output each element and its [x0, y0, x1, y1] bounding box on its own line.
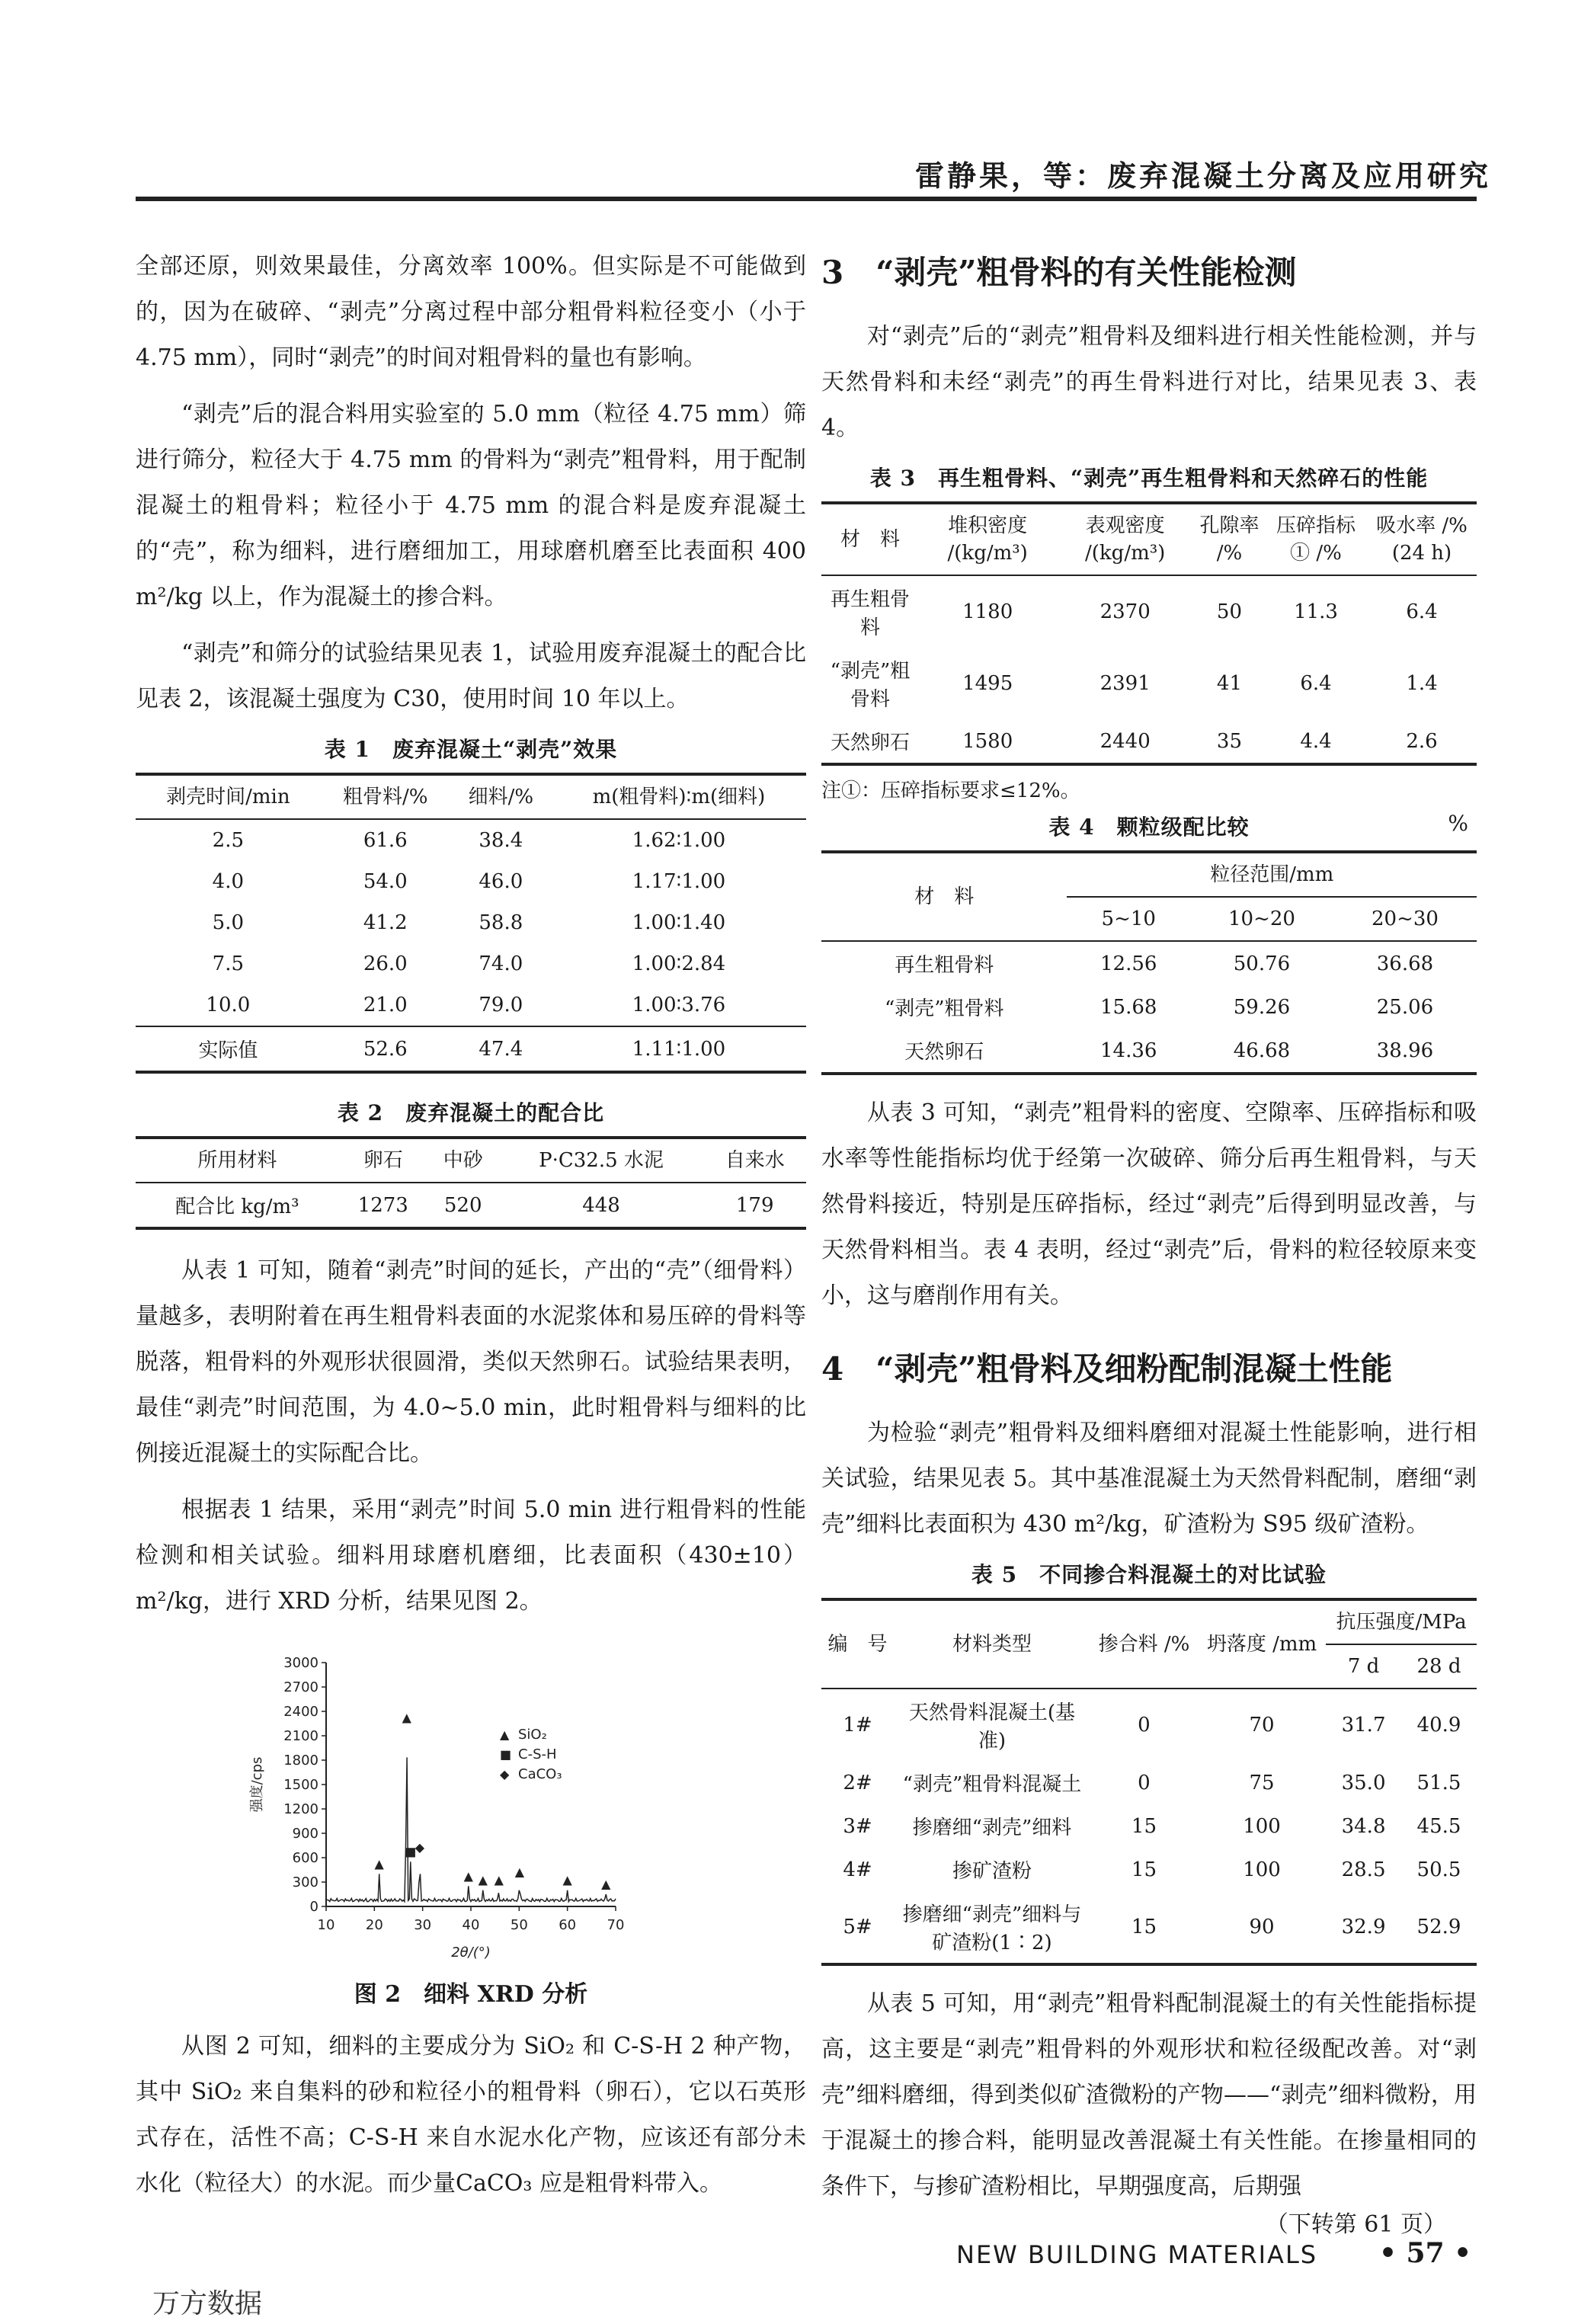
peak-marker: ▲	[601, 1877, 611, 1891]
cell: 掺磨细“剥壳”细料	[912, 1817, 1072, 1839]
y-tick-label: 3000	[283, 1655, 318, 1671]
cell: 21.0	[363, 994, 408, 1016]
chart-legend	[500, 1727, 562, 1782]
table4-unit: %	[1448, 811, 1469, 836]
cell: 实际值	[198, 1039, 258, 1062]
x-axis-label: 2θ/(°)	[451, 1945, 491, 1961]
paragraph: 从表 5 可知，用“剥壳”粗骨料配制混凝土的有关性能指标提高，这主要是“剥壳”粗骨料的外观形状和粒径级配改善。对“剥壳”细料磨细，得到类似矿渣微粉的产物——“剥壳”细料微粉，用于混凝土的掺合料，能明显改善混凝土有关性能。在掺量相同的条件下，与掺矿渣粉相比，早期强度高，后期强	[821, 1990, 1477, 2200]
y-tick-label: 1200	[283, 1801, 318, 1817]
cell: 45.5	[1416, 1814, 1461, 1838]
table-header: 10~20	[1228, 908, 1295, 930]
table2-caption: 表 2 废弃混凝土的配合比	[337, 1100, 605, 1125]
table-row	[136, 984, 806, 1026]
cell: 1495	[962, 672, 1013, 695]
header-rule	[136, 197, 1477, 201]
watermark: 万方数据	[152, 2288, 263, 2319]
section-title: 4 “剥壳”粗骨料及细粉配制混凝土性能	[821, 1350, 1393, 1388]
table3-note: 注①：压碎指标要求≤12%。	[821, 779, 1080, 802]
cell: 1.11∶1.00	[632, 1037, 726, 1061]
table-row	[821, 1761, 1477, 1804]
x-tick-label: 60	[559, 1917, 577, 1933]
paragraph: 全部还原，则效果最佳，分离效率 100%。但实际是不可能做到的，因为在破碎、“剥壳”分离过程中部分粗骨料粒径变小（小于 4.75 mm），同时“剥壳”的时间对粗骨料的量也有影响。	[136, 253, 806, 371]
table-header: 编 号	[827, 1633, 888, 1656]
table-header: 堆积密度 /(kg/m³)	[947, 514, 1028, 565]
cell: 47.4	[479, 1037, 523, 1061]
table-row	[821, 1804, 1477, 1848]
cell: 再生粗骨料	[895, 954, 994, 977]
cell: 36.68	[1376, 952, 1434, 975]
x-tick-label: 10	[317, 1917, 335, 1933]
y-tick-label: 900	[292, 1826, 318, 1842]
table1-caption: 表 1 废弃混凝土“剥壳”效果	[324, 737, 618, 762]
table-row	[136, 819, 806, 861]
cell: 41	[1216, 672, 1242, 695]
cell: 10.0	[206, 994, 251, 1016]
cell: 1180	[962, 600, 1013, 623]
table-row	[821, 1029, 1477, 1074]
table4	[821, 850, 1477, 1075]
legend-symbol: ▲	[500, 1727, 510, 1742]
figure2-caption: 图 2 细料 XRD 分析	[354, 1981, 588, 2008]
cell: 28.5	[1341, 1858, 1386, 1881]
peak-marker: ■	[405, 1844, 417, 1859]
cell: 15	[1131, 1916, 1157, 1938]
table-header: 孔隙率 /%	[1199, 514, 1260, 565]
y-tick-label: 300	[292, 1874, 318, 1890]
peak-marker: ▲	[374, 1856, 384, 1871]
cell: 掺磨细“剥壳”细料与矿渣粉(1∶2)	[902, 1903, 1082, 1954]
cell: 520	[443, 1193, 482, 1217]
paragraph: 从图 2 可知，细料的主要成分为 SiO₂ 和 C-S-H 2 种产物，其中 SiO₂ 来自集料的砂和粒径小的粗骨料（卵石），它以石英形式存在，活性不高；C-S-H 来自水泥水化产物，应该还有部分未水化（粒径大）的水泥。而少量CaCO₃ 应是粗骨料带入。	[136, 2033, 806, 2197]
cell: 15	[1131, 1814, 1157, 1838]
cell: 35	[1216, 729, 1242, 753]
table-row	[821, 985, 1477, 1029]
peak-marker: ▲	[463, 1868, 473, 1884]
peak-marker: ◆	[415, 1840, 425, 1855]
table-header: 中砂	[443, 1149, 483, 1172]
right-column	[821, 244, 1477, 2239]
cell: 51.5	[1416, 1771, 1461, 1794]
table-row	[136, 1026, 806, 1072]
cell: 4.0	[212, 870, 245, 893]
cell: 448	[582, 1193, 620, 1217]
y-tick-label: 2400	[283, 1704, 318, 1720]
legend-symbol: ■	[500, 1747, 512, 1762]
cell: 6.4	[1300, 672, 1332, 695]
cell: 35.0	[1341, 1771, 1386, 1794]
cell: 58.8	[479, 911, 523, 934]
cell: 6.4	[1406, 600, 1438, 623]
table-header: 坍落度 /mm	[1206, 1633, 1317, 1656]
table-row	[136, 943, 806, 984]
table-header: 抗压强度/MPa	[1326, 1599, 1477, 1644]
table3-caption: 表 3 再生粗骨料、“剥壳”再生粗骨料和天然碎石的性能	[869, 466, 1429, 491]
cell: 1273	[357, 1193, 408, 1217]
cell: 4.4	[1300, 729, 1332, 753]
legend-symbol: ◆	[500, 1767, 510, 1781]
table-row	[821, 1848, 1477, 1891]
cell: “剥壳”粗骨料混凝土	[902, 1773, 1082, 1796]
cell: 2440	[1099, 729, 1151, 753]
cell: 41.2	[363, 911, 408, 934]
table-row	[136, 1183, 806, 1228]
x-tick-label: 30	[414, 1917, 432, 1933]
table4-caption-row	[821, 811, 1477, 841]
legend-label: C-S-H	[518, 1746, 557, 1762]
cell: 52.6	[363, 1037, 408, 1061]
table-row	[821, 1891, 1477, 1964]
table-header: 压碎指标① /%	[1276, 514, 1356, 565]
cell: 52.9	[1416, 1916, 1461, 1938]
x-tick-label: 70	[607, 1917, 625, 1933]
x-tick-label: 50	[510, 1917, 528, 1933]
cell: 11.3	[1294, 600, 1338, 623]
table-header: 粗骨料/%	[343, 786, 428, 808]
table5-caption: 表 5 不同掺合料混凝土的对比试验	[971, 1562, 1327, 1587]
table-header: 材 料	[914, 885, 975, 908]
cell: 0	[1138, 1714, 1151, 1737]
cell: 天然卵石	[904, 1041, 984, 1064]
peak-marker: ▲	[562, 1872, 572, 1887]
cell: 15	[1131, 1858, 1157, 1881]
cell: 1580	[962, 729, 1013, 753]
peak-marker: ▲	[402, 1710, 411, 1725]
cell: 1.62∶1.00	[632, 829, 726, 852]
page-number: • 57 •	[1379, 2237, 1472, 2269]
continued-note: （下转第 61 页）	[1265, 2211, 1446, 2238]
table-header: 掺合料 /%	[1098, 1633, 1190, 1656]
cell: 1.00∶3.76	[632, 994, 726, 1016]
cell: 70	[1249, 1714, 1275, 1737]
cell: 2.6	[1406, 729, 1438, 753]
table-header: 自来水	[725, 1149, 785, 1172]
paragraph: “剥壳”后的混合料用实验室的 5.0 mm（粒径 4.75 mm）筛进行筛分，粒径大于 4.75 mm 的骨料为“剥壳”粗骨料，用于配制混凝土的粗骨料；粒径小于 4.75 mm 的混合料是废弃混凝土的“壳”，称为细料，进行磨细加工，用球磨机磨至比表面积 400 m²/kg 以上，作为混凝土的掺合料。	[136, 401, 806, 610]
y-axis-label: 强度/cps	[249, 1756, 265, 1813]
table-header: 吸水率 /%(24 h)	[1376, 514, 1468, 565]
cell: 32.9	[1341, 1916, 1386, 1938]
cell: 46.68	[1233, 1039, 1291, 1062]
cell: 12.56	[1100, 952, 1157, 975]
cell: 5#	[843, 1916, 872, 1938]
table-header: 表观密度 /(kg/m³)	[1085, 514, 1166, 565]
table-header: 细料/%	[468, 786, 534, 808]
cell: 配合比 kg/m³	[175, 1196, 299, 1218]
cell: 2391	[1099, 672, 1151, 695]
cell: 40.9	[1416, 1714, 1461, 1737]
table-row	[821, 941, 1477, 985]
cell: 100	[1243, 1814, 1281, 1838]
paragraph: 为检验“剥壳”粗骨料及细料磨细对混凝土性能影响，进行相关试验，结果见表 5。其中基准混凝土为天然骨料配制，磨细“剥壳”细料比表面积为 430 m²/kg，矿渣粉为 S95 级矿渣粉。	[821, 1420, 1477, 1538]
xrd-chart	[219, 1647, 722, 1967]
cell: 2.5	[212, 829, 245, 852]
x-tick-label: 20	[365, 1917, 383, 1933]
y-tick-label: 0	[309, 1899, 318, 1915]
cell: 74.0	[479, 952, 523, 975]
table1	[136, 773, 806, 1074]
cell: 25.06	[1376, 995, 1434, 1019]
cell: 75	[1249, 1771, 1275, 1794]
cell: 5.0	[212, 911, 245, 934]
peak-marker: ▲	[494, 1872, 504, 1887]
cell: 掺矿渣粉	[952, 1860, 1032, 1883]
table-header: 材 料	[840, 528, 900, 551]
chart-marks	[326, 1710, 616, 1901]
cell: 0	[1138, 1771, 1151, 1794]
cell: 2370	[1099, 600, 1151, 623]
paragraph: 从表 1 可知，随着“剥壳”时间的延长，产出的“壳”（细骨料）量越多，表明附着在再生粗骨料表面的水泥浆体和易压碎的骨料等脱落，粗骨料的外观形状很圆滑，类似天然卵石。试验结果表明，最佳“剥壳”时间范围，为 4.0~5.0 min，此时粗骨料与细料的比例接近混凝土的实际配合比。	[136, 1257, 806, 1467]
table-row	[821, 648, 1477, 719]
cell: 50.76	[1233, 952, 1291, 975]
y-tick-label: 2100	[283, 1728, 318, 1744]
cell: “剥壳”粗骨料	[830, 660, 911, 711]
table-row	[136, 861, 806, 902]
cell: 61.6	[363, 829, 408, 852]
cell: 15.68	[1100, 995, 1157, 1019]
table-header: 20~30	[1372, 908, 1439, 930]
cell: 179	[735, 1193, 774, 1217]
table-header: 28 d	[1416, 1655, 1461, 1678]
cell: 2#	[843, 1771, 872, 1794]
y-tick-label: 2700	[283, 1679, 318, 1695]
cell: 100	[1243, 1858, 1281, 1881]
paragraph: 根据表 1 结果，采用“剥壳”时间 5.0 min 进行粗骨料的性能检测和相关试验。细料用球磨机磨细，比表面积（430±10）m²/kg，进行 XRD 分析，结果见图 2。	[136, 1497, 806, 1615]
cell: 4#	[843, 1858, 872, 1881]
cell: 再生粗骨料	[830, 588, 910, 639]
table3	[821, 501, 1477, 766]
cell: 59.26	[1233, 995, 1291, 1019]
peak-marker: ▲	[478, 1872, 488, 1887]
table-header: 剥壳时间/min	[166, 786, 290, 808]
cell: 1.17∶1.00	[632, 870, 726, 893]
legend-label: CaCO₃	[518, 1766, 562, 1782]
paragraph: 对“剥壳”后的“剥壳”粗骨料及细料进行相关性能检测，并与天然骨料和未经“剥壳”的再生骨料进行对比，结果见表 3、表 4。	[821, 323, 1477, 441]
y-tick-label: 1800	[283, 1753, 318, 1769]
table-header: 材料类型	[952, 1633, 1032, 1656]
cell: 26.0	[363, 952, 408, 975]
paragraph: 从表 3 可知，“剥壳”粗骨料的密度、空隙率、压碎指标和吸水率等性能指标均优于经第一次破碎、筛分后再生粗骨料，与天然骨料接近，特别是压碎指标，经过“剥壳”后得到明显改善，与天然骨料相当。表 4 表明，经过“剥壳”后，骨料的粒径较原来变小，这与磨削作用有关。	[821, 1100, 1477, 1309]
table-header: 粒径范围/mm	[1067, 852, 1477, 897]
table-header: 卵石	[363, 1149, 403, 1172]
running-head: 雷静果，等：废弃混凝土分离及应用研究	[914, 158, 1491, 193]
cell: 38.4	[479, 829, 523, 852]
journal-name: NEW BUILDING MATERIALS	[956, 2240, 1318, 2269]
cell: 79.0	[479, 994, 523, 1016]
cell: 46.0	[479, 870, 523, 893]
table-row	[136, 902, 806, 943]
table-row	[821, 719, 1477, 764]
cell: 天然卵石	[830, 731, 910, 754]
table-header: m(粗骨料)∶m(细料)	[592, 786, 766, 808]
cell: 1.00∶1.40	[632, 911, 726, 934]
cell: 14.36	[1100, 1039, 1157, 1062]
x-tick-label: 40	[462, 1917, 480, 1933]
cell: 3#	[843, 1814, 872, 1838]
cell: 54.0	[363, 870, 408, 893]
table5	[821, 1598, 1477, 1966]
table-row	[821, 1689, 1477, 1761]
cell: 1.4	[1406, 672, 1438, 695]
chart-axes	[249, 1655, 624, 1961]
section-title: 3 “剥壳”粗骨料的有关性能检测	[821, 254, 1297, 291]
table2	[136, 1136, 806, 1230]
cell: 7.5	[212, 952, 245, 975]
table4-caption: 表 4 颗粒级配比较	[1048, 815, 1250, 840]
left-column	[136, 244, 806, 2217]
paragraph: “剥壳”和筛分的试验结果见表 1，试验用废弃混凝土的配合比见表 2，该混凝土强度为 C30，使用时间 10 年以上。	[136, 640, 806, 712]
peak-marker: ▲	[514, 1865, 525, 1879]
cell: 1.00∶2.84	[632, 952, 726, 975]
y-tick-label: 600	[292, 1850, 318, 1866]
cell: 1#	[843, 1714, 872, 1737]
table-header: 7 d	[1347, 1655, 1380, 1678]
cell: 34.8	[1341, 1814, 1386, 1838]
legend-label: SiO₂	[518, 1727, 547, 1743]
cell: 31.7	[1341, 1714, 1386, 1737]
table-header: 5~10	[1101, 908, 1156, 930]
table-header: 所用材料	[197, 1149, 277, 1172]
y-tick-label: 1500	[283, 1777, 318, 1793]
cell: 50.5	[1416, 1858, 1461, 1881]
cell: 90	[1249, 1916, 1275, 1938]
cell: 38.96	[1376, 1039, 1434, 1062]
cell: “剥壳”粗骨料	[884, 997, 1004, 1020]
cell: 50	[1216, 600, 1242, 623]
table-header: P·C32.5 水泥	[539, 1149, 664, 1172]
table-row	[821, 575, 1477, 648]
cell: 天然骨料混凝土(基准)	[908, 1701, 1076, 1753]
